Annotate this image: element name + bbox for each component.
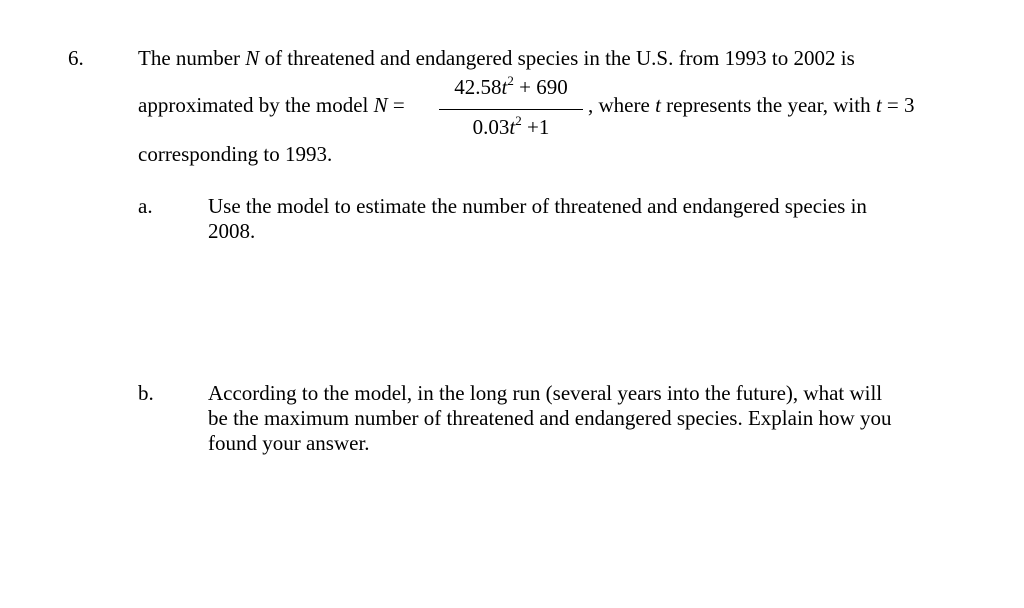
variable-t: t (655, 93, 661, 117)
intro-line-1 (138, 46, 855, 71)
part-b-text (208, 381, 978, 457)
part-a-line: Use the model to estimate the number of threatened and endangered species in (208, 194, 867, 218)
intro-line-2 (138, 93, 405, 118)
intro-text: approximated by the model (138, 93, 374, 117)
intro-text: of threatened and endangered species in the U.S. from 1993 to 2002 is (259, 46, 855, 70)
part-b-label: b. (138, 381, 154, 405)
equals-sign: = (387, 93, 405, 117)
problem-number: 6. (68, 46, 84, 70)
intro-line-3: corresponding to 1993. (138, 142, 333, 166)
fraction-numerator (437, 75, 585, 100)
variable-n: N (245, 46, 260, 70)
numerator-coefficient: 42.58 (454, 75, 502, 99)
numerator-variable: t (501, 75, 508, 99)
denominator-constant: +1 (521, 115, 550, 139)
fraction-denominator (437, 115, 585, 140)
model-fraction (437, 75, 585, 143)
intro-line-2-continuation (588, 93, 915, 118)
denominator-variable: t (509, 115, 516, 139)
intro-text: = 3 (881, 93, 915, 117)
part-a-text (208, 194, 968, 244)
fraction-bar (439, 109, 583, 110)
part-a-label: a. (138, 194, 153, 218)
part-b-line: found your answer. (208, 431, 370, 456)
variable-n: N (373, 93, 388, 117)
numerator-exponent: 2 (507, 73, 514, 88)
numerator-constant: + 690 (513, 75, 568, 99)
denominator-coefficient: 0.03 (472, 115, 510, 139)
intro-text: The number (138, 46, 246, 70)
part-b-line: be the maximum number of threatened and endangered species. Explain how you (208, 406, 892, 431)
part-b-line: According to the model, in the long run (several years into the future), what will (208, 381, 883, 405)
part-a-line: 2008. (208, 219, 256, 244)
denominator-exponent: 2 (515, 113, 522, 128)
intro-text: represents the year, with (660, 93, 876, 117)
variable-t: t (875, 93, 882, 117)
intro-text: , where (588, 93, 656, 117)
